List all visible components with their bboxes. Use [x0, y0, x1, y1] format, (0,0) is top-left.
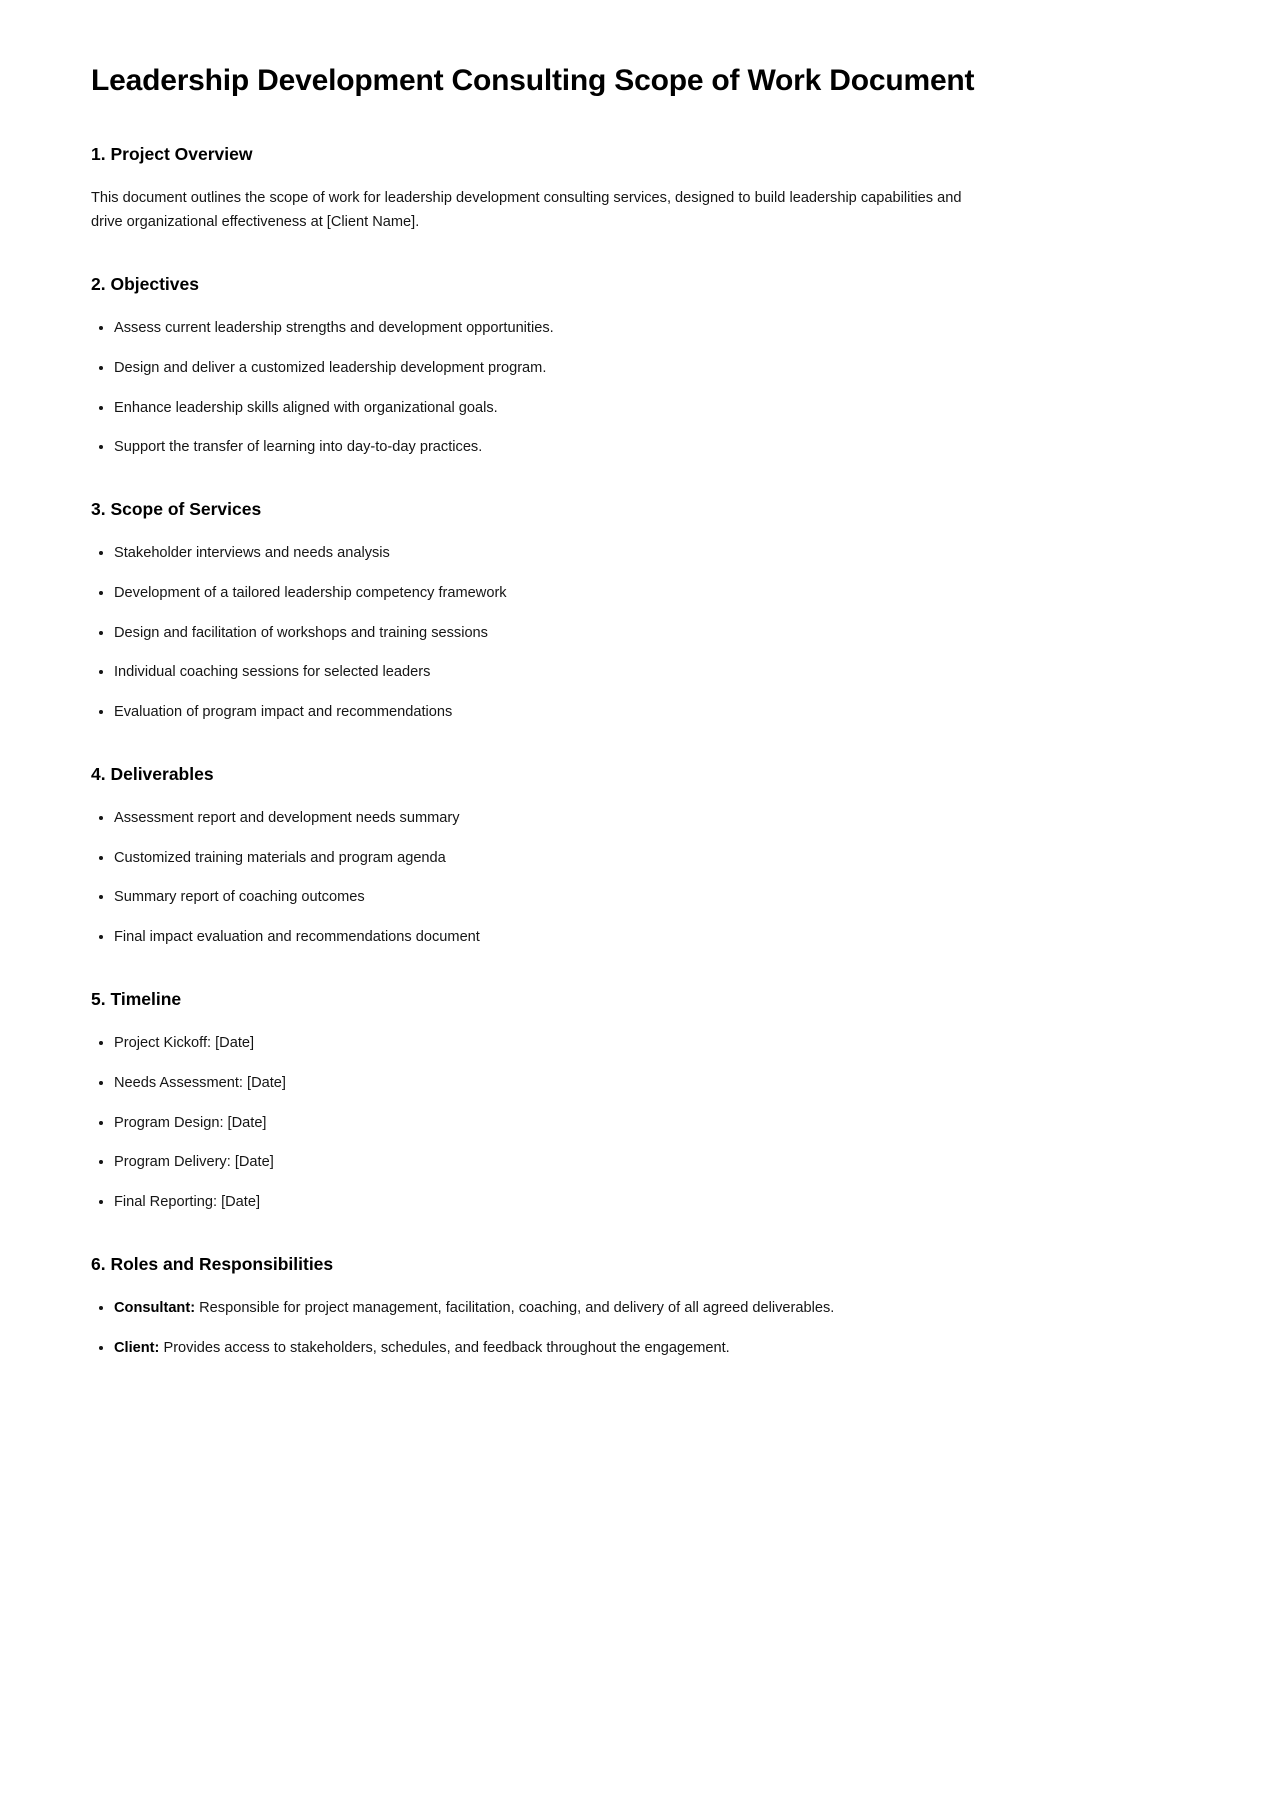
section-heading-timeline: 5. Timeline: [91, 988, 182, 1009]
list-item: [91, 1072, 1143, 1095]
section-heading-scope-of-services: 3. Scope of Services: [91, 498, 262, 519]
section-heading-deliverables: 4. Deliverables: [91, 763, 214, 784]
list-item: [91, 1032, 1143, 1055]
section-roles-and-responsibilities: [91, 1253, 1143, 1360]
role-label: Consultant:: [114, 1300, 196, 1317]
project-overview-paragraph: This document outlines the scope of work for leadership development consulting services, designed to build leadership capabilities and drive organizational effectiveness at [Client Name].: [91, 190, 962, 230]
section-objectives: [91, 273, 1143, 459]
role-label: Client:: [114, 1339, 160, 1356]
list-item-text: Program Delivery: [Date]: [114, 1154, 274, 1171]
list-item: [91, 701, 1143, 724]
list-item-text: Final impact evaluation and recommendations document: [114, 929, 480, 946]
list-item-text: Project Kickoff: [Date]: [114, 1035, 255, 1052]
list-item: [91, 1297, 1143, 1320]
list-item-text: Program Design: [Date]: [114, 1114, 267, 1131]
list-item: [91, 622, 1143, 645]
list-item-text: Design and deliver a customized leadership development program.: [114, 359, 547, 376]
list-item-text: Needs Assessment: [Date]: [114, 1075, 286, 1092]
list-item: [91, 1191, 1143, 1214]
scope-of-services-list: [91, 542, 1143, 723]
list-item-text: Customized training materials and program agenda: [114, 849, 446, 866]
section-project-overview: [91, 143, 1143, 235]
list-item: [91, 1337, 1143, 1360]
section-heading-project-overview: 1. Project Overview: [91, 143, 253, 164]
list-item-text: Final Reporting: [Date]: [114, 1193, 261, 1210]
list-item-text: Stakeholder interviews and needs analysis: [114, 545, 390, 562]
list-item: [91, 661, 1143, 684]
list-item: [91, 847, 1143, 870]
section-timeline: [91, 988, 1143, 1214]
list-item: [91, 926, 1143, 949]
role-description: Provides access to stakeholders, schedules, and feedback throughout the engagement.: [159, 1339, 730, 1356]
list-item-text: Evaluation of program impact and recommendations: [114, 703, 453, 720]
list-item-text: Support the transfer of learning into day-to-day practices.: [114, 439, 483, 456]
section-heading-objectives: 2. Objectives: [91, 273, 199, 294]
list-item: [91, 1112, 1143, 1135]
list-item-text: Summary report of coaching outcomes: [114, 889, 365, 906]
deliverables-list: [91, 807, 1143, 948]
list-item-text: Development of a tailored leadership competency framework: [114, 585, 507, 602]
list-item: [91, 542, 1143, 565]
list-item: [91, 582, 1143, 605]
timeline-list: [91, 1032, 1143, 1213]
list-item: [91, 357, 1143, 380]
page-title: Leadership Development Consulting Scope of Work Document: [91, 64, 975, 97]
list-item: [91, 886, 1143, 909]
roles-list: [91, 1297, 1143, 1359]
list-item: [91, 436, 1143, 459]
list-item: [91, 317, 1143, 340]
section-scope-of-services: [91, 498, 1143, 724]
section-deliverables: [91, 763, 1143, 949]
list-item-text: Design and facilitation of workshops and training sessions: [114, 624, 488, 641]
list-item: [91, 397, 1143, 420]
list-item: [91, 807, 1143, 830]
list-item: [91, 1151, 1143, 1174]
list-item-text: Individual coaching sessions for selected leaders: [114, 664, 431, 681]
list-item-text: Enhance leadership skills aligned with organizational goals.: [114, 399, 498, 416]
section-heading-roles-and-responsibilities: 6. Roles and Responsibilities: [91, 1253, 334, 1274]
list-item-text: Assess current leadership strengths and development opportunities.: [114, 320, 554, 337]
role-description: Responsible for project management, facilitation, coaching, and delivery of all agreed deliverables.: [195, 1300, 835, 1317]
list-item-text: Assessment report and development needs summary: [114, 810, 460, 827]
objectives-list: [91, 317, 1143, 458]
